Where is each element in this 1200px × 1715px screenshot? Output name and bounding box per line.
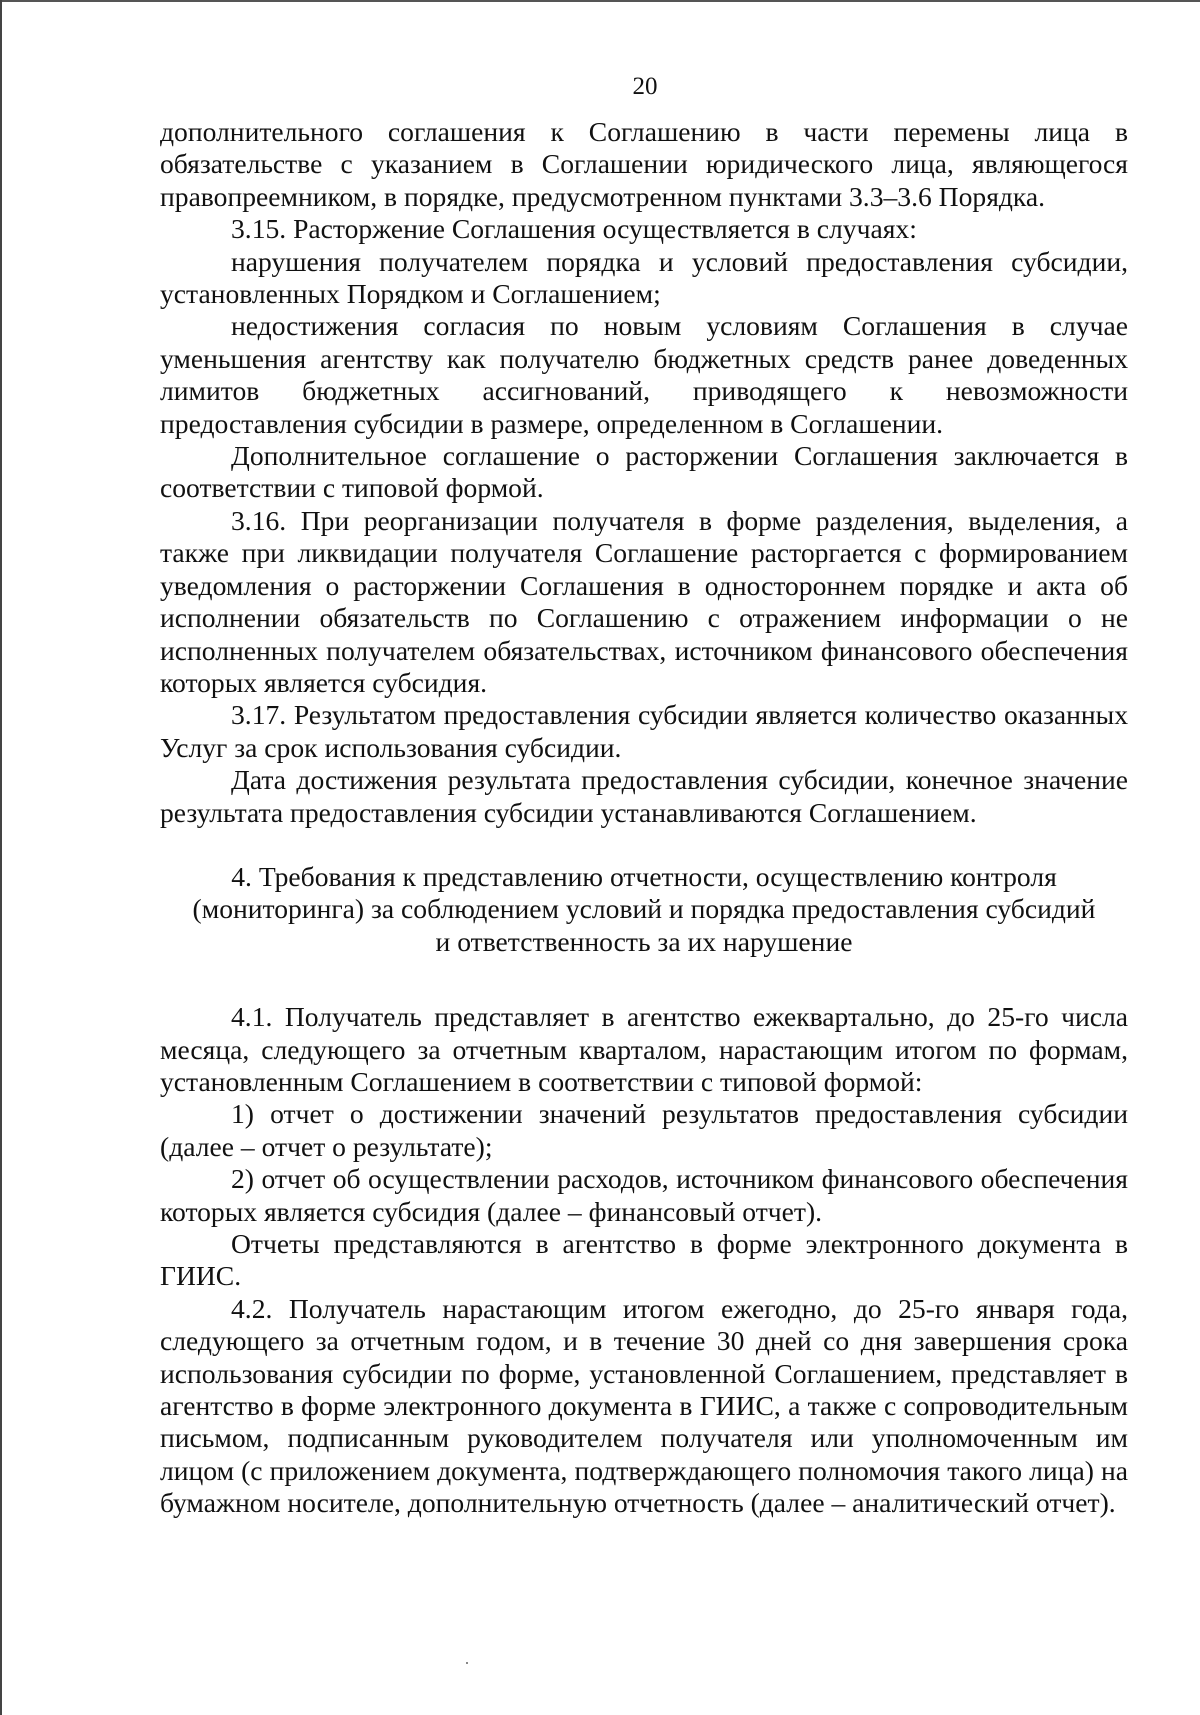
scan-top-edge xyxy=(0,0,1200,2)
paragraph-termination-agreement: Дополнительное соглашение о расторжении Соглашения заключается в соответствии с типовой формой. xyxy=(160,440,1128,504)
scan-left-edge xyxy=(0,0,2,1715)
section-heading-line: (мониторинга) за соблюдением условий и порядка предоставления субсидий xyxy=(192,893,1096,925)
page-number: 20 xyxy=(632,73,658,100)
section-heading-line: 4. Требования к представлению отчетности, осуществлению контроля xyxy=(231,860,1057,892)
paragraph-4-1: 4.1. Получатель представляет в агентство ежеквартально, до 25-го числа месяца, следующего за отчетным кварталом, нарастающим итогом по формам, установленным Соглашением в соответствии с типовой формой: xyxy=(160,1001,1128,1097)
scan-artifact-dot xyxy=(466,1662,468,1664)
list-item-report-results: 1) отчет о достижении значений результатов предоставления субсидии (далее – отчет о результате); xyxy=(160,1098,1128,1162)
paragraph-disagreement-case: недостижения согласия по новым условиям Соглашения в случае уменьшения агентству как получателю бюджетных средств ранее доведенных лимитов бюджетных ассигнований, приводящего к невозможности предоставления субсидии в размере, определенном в Соглашении. xyxy=(160,310,1128,439)
paragraph-3-15: 3.15. Расторжение Соглашения осуществляется в случаях: xyxy=(231,213,917,245)
paragraph-4-2: 4.2. Получатель нарастающим итогом ежегодно, до 25-го января года, следующего за отчетным годом, и в течение 30 дней со дня завершения срока использования субсидии по форме, установленной Соглашением, представляет в агентство в форме электронного документа в ГИИС, а также с сопроводительным письмом, подписанным руководителем получателя или уполномоченным им лицом (с приложением документа, подтверждающего полномочия такого лица) на бумажном носителе, дополнительную отчетность (далее – аналитический отчет). xyxy=(160,1292,1128,1519)
section-heading xyxy=(160,861,1128,958)
spacer xyxy=(160,829,1128,861)
paragraph-reports-electronic: Отчеты представляются в агентство в форме электронного документа в ГИИС. xyxy=(160,1228,1128,1292)
paragraph-3-17: 3.17. Результатом предоставления субсидии является количество оказанных Услуг за срок использования субсидии. xyxy=(160,699,1128,763)
spacer xyxy=(160,958,1128,1001)
paragraph-3-16: 3.16. При реорганизации получателя в форме разделения, выделения, а также при ликвидации получателя Соглашение расторгается с формированием уведомления о расторжении Соглашения в одностороннем порядке и акта об исполнении обязательств по Соглашению с отражением информации о не исполненных получателем обязательствах, источником финансового обеспечения которых является субсидия. xyxy=(160,504,1128,698)
paragraph-continuation: дополнительного соглашения к Соглашению в части перемены лица в обязательстве с указанием в Соглашении юридического лица, являющегося правопреемником, в порядке, предусмотренном пунктами 3.3–3.6 Порядка. xyxy=(160,116,1128,212)
document-body xyxy=(160,116,1128,1520)
section-heading-line: и ответственность за их нарушение xyxy=(435,925,853,957)
paragraph-violation-case: нарушения получателем порядка и условий предоставления субсидии, установленных Порядком и Соглашением; xyxy=(160,245,1128,310)
paragraph-result-date: Дата достижения результата предоставления субсидии, конечное значение результата предоставления субсидии устанавливаются Соглашением. xyxy=(160,764,1128,828)
list-item-financial-report: 2) отчет об осуществлении расходов, источником финансового обеспечения которых является субсидия (далее – финансовый отчет). xyxy=(160,1163,1128,1227)
